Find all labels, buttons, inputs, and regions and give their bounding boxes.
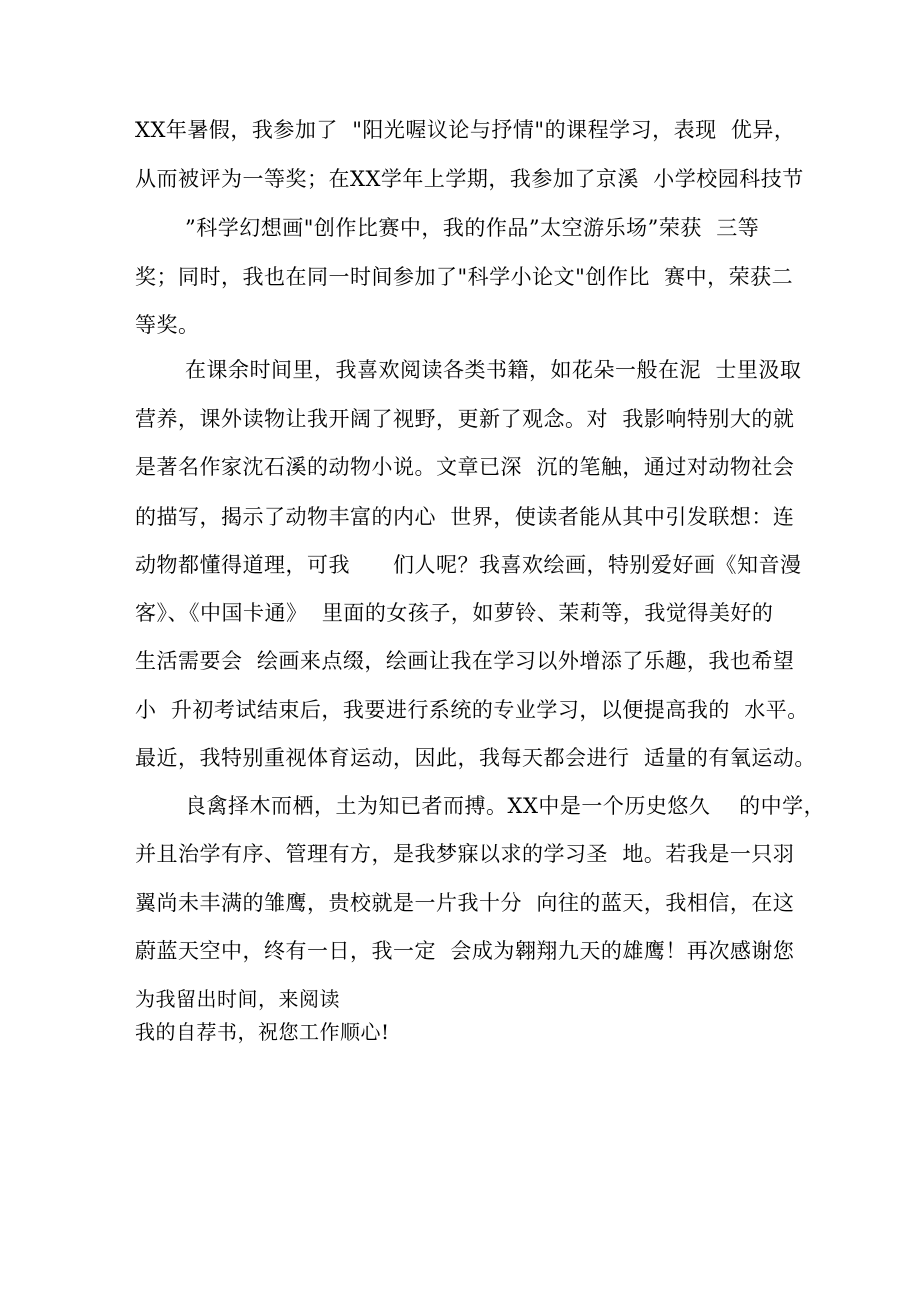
paragraph-line: 从而被评为一等奖；在XX学年上学期，我参加了京溪 小学校园科技节 — [135, 167, 804, 191]
paragraph-line: 生活需要会 绘画来点缀，绘画让我在学习以外增添了乐趣，我也希望 — [135, 649, 795, 673]
paragraph-line: 营养，课外读物让我开阔了视野，更新了观念。对 我影响特别大的就 — [135, 407, 795, 431]
paragraph-line: 等奖。 — [135, 313, 200, 337]
paragraph-line: 蔚蓝天空中，终有一日，我一定 会成为翱翔九天的雄鹰！再次感谢您 — [135, 939, 795, 963]
paragraph-line: 翼尚未丰满的雏鹰，贵校就是一片我十分 向往的蓝天，我相信，在这 — [135, 891, 795, 915]
paragraph-line: ”科学幻想画"创作比赛中，我的作品”太空游乐场”荣获 三等 — [185, 216, 760, 240]
paragraph-line: 最近，我特别重视体育运动，因此，我每天都会进行 适量的有氧运动。 — [135, 746, 816, 770]
paragraph-line: 的描写，揭示了动物丰富的内心 世界，使读者能从其中引发联想：连 — [135, 505, 795, 529]
paragraph-line: 客》、《中国卡通》 里面的女孩子，如萝铃、茉莉等，我觉得美好的 — [135, 601, 774, 625]
paragraph-line: 奖；同时，我也在同一时间参加了"科学小论文"创作比 赛中，荣获二 — [135, 265, 794, 289]
paragraph-line: 小 升初考试结束后，我要进行系统的专业学习，以便提高我的 水平。 — [135, 698, 809, 722]
paragraph-line: 为我留出时间，来阅读 — [135, 987, 340, 1011]
paragraph-line: 并且治学有序、管理有方，是我梦寐以求的学习圣 地。若我是一只羽 — [135, 842, 795, 866]
paragraph-line: XX年暑假，我参加了 "阳光喔议论与抒情"的课程学习，表现 优异， — [135, 118, 796, 142]
paragraph-line: 动物都懂得道理，可我 们人呢？我喜欢绘画，特别爱好画《知音漫 — [135, 553, 802, 577]
paragraph-line: 我的自荐书，祝您工作顺心! — [135, 1020, 390, 1044]
paragraph-line: 在课余时间里，我喜欢阅读各类书籍，如花朵一般在泥 士里汲取 — [185, 358, 802, 382]
paragraph-line: 良禽择木而栖，土为知已者而搏。XX中是一个历史悠久 的中学， — [185, 794, 826, 818]
paragraph-line: 是著名作家沈石溪的动物小说。文章已深 沉的笔触，通过对动物社会 — [135, 455, 795, 479]
